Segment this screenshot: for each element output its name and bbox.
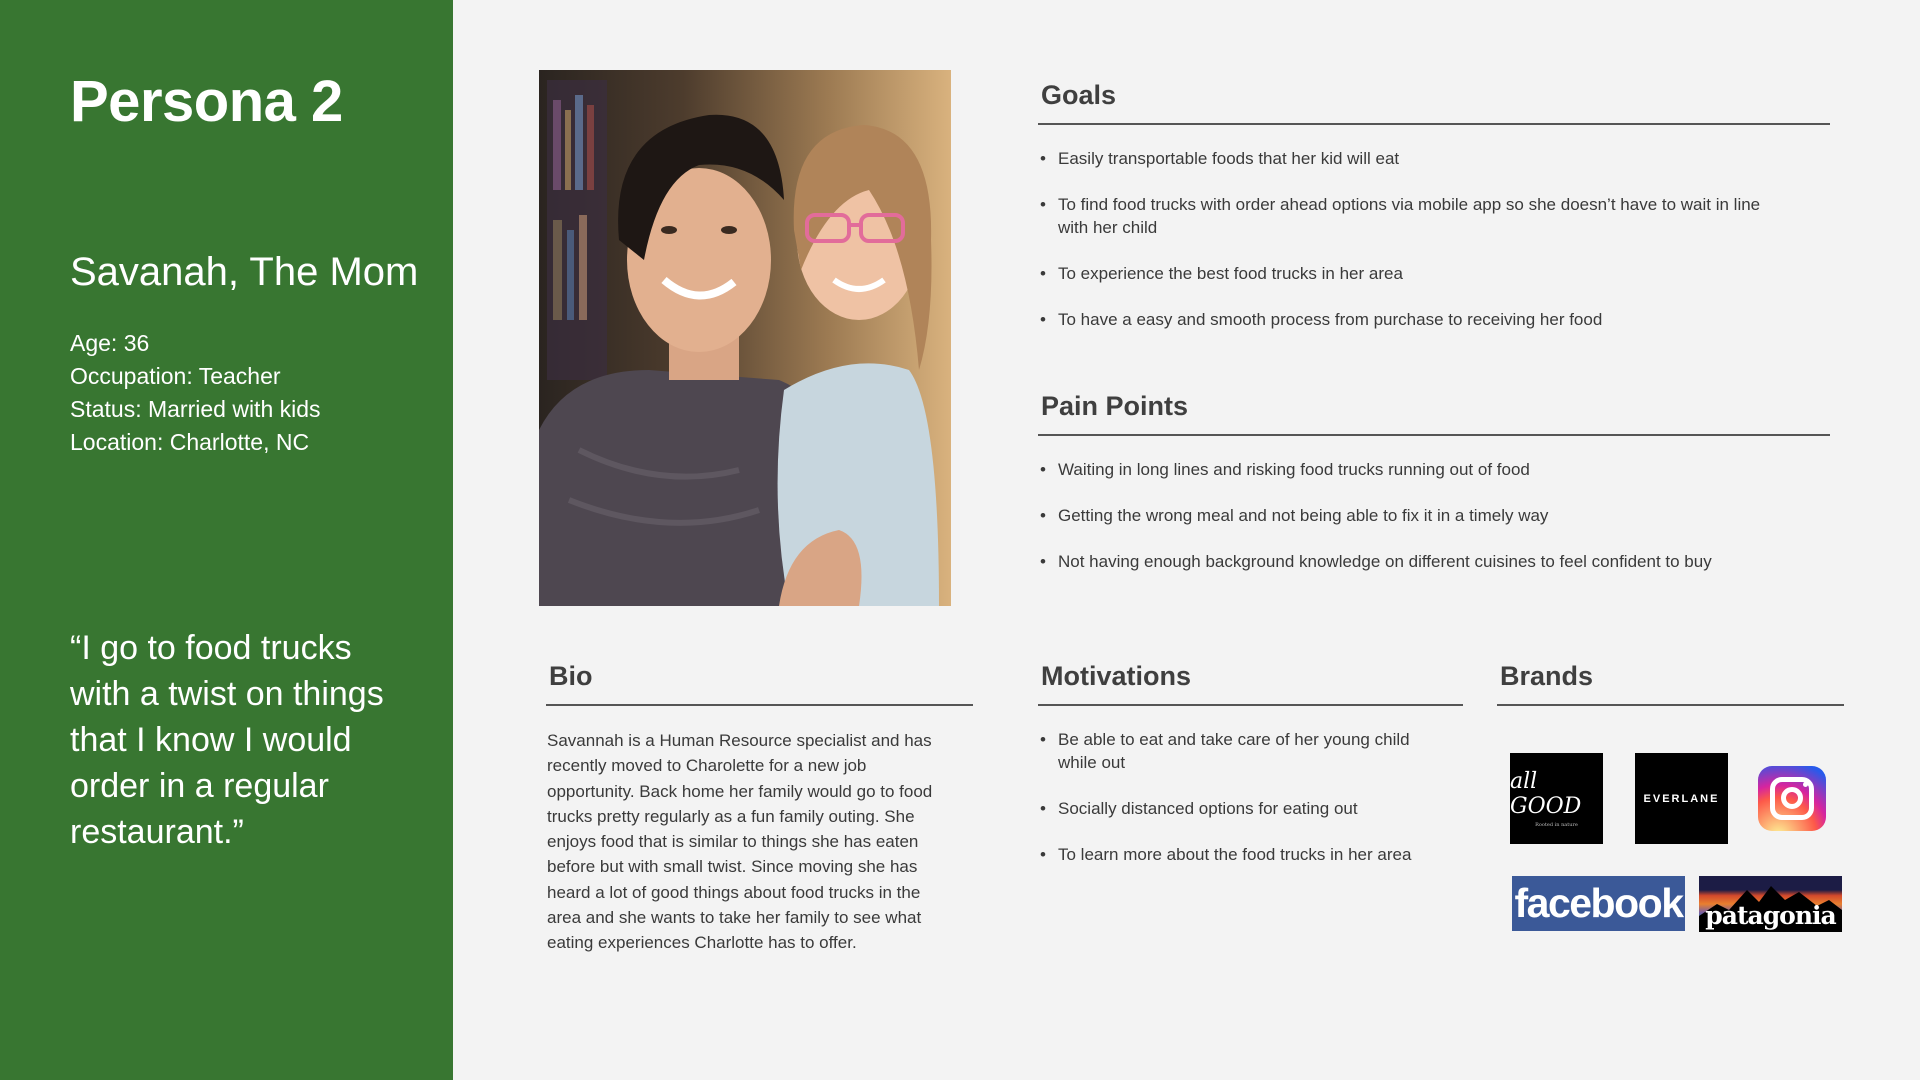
pain-points-section xyxy=(1038,391,1830,596)
all-good-wordmark: all GOOD xyxy=(1510,769,1582,819)
status-text: Status: Married with kids xyxy=(70,396,321,422)
motivation-item: • Socially distanced options for eating out xyxy=(1038,797,1443,820)
instagram-lens xyxy=(1781,787,1803,809)
goal-item: • To experience the best food trucks in her area xyxy=(1038,262,1830,285)
persona-photo xyxy=(539,70,951,606)
facebook-wordmark: facebook xyxy=(1514,880,1683,926)
everlane-wordmark: EVERLANE xyxy=(1643,792,1720,805)
pain-point-item: • Waiting in long lines and risking food trucks running out of food xyxy=(1038,458,1830,481)
persona-title: Persona 2 xyxy=(70,69,343,134)
persona-name: Savanah, The Mom xyxy=(70,250,419,294)
goals-list xyxy=(1038,147,1830,331)
motivations-heading: Motivations xyxy=(1038,661,1463,706)
goal-item: • To find food trucks with order ahead options via mobile app so she doesn’t have to wait in line with her child xyxy=(1038,193,1830,239)
brands-heading: Brands xyxy=(1497,661,1844,706)
pain-point-item: • Not having enough background knowledge on different cuisines to feel confident to buy xyxy=(1038,550,1830,573)
patagonia-logo xyxy=(1699,876,1842,932)
bio-text: Savannah is a Human Resource specialist and has recently moved to Charolette for a new job opportunity. Back home her family would go to food trucks pretty regularly as a fun family outing. She enjoys food that is similar to things she has eaten before but with small twist. Since moving she has heard a lot of good things about food trucks in the area and she wants to take her family to see what eating experiences Charlotte has to offer. xyxy=(547,731,933,953)
location-text: Location: Charlotte, NC xyxy=(70,429,310,455)
motivation-item: • To learn more about the food trucks in her area xyxy=(1038,843,1443,866)
goals-section xyxy=(1038,80,1830,354)
goals-heading: Goals xyxy=(1038,80,1830,125)
motivations-section xyxy=(1038,661,1463,889)
goal-item: • To have a easy and smooth process from purchase to receiving her food xyxy=(1038,308,1830,331)
brands-section xyxy=(1497,661,1844,706)
bio-section xyxy=(546,661,973,956)
all-good-logo xyxy=(1510,753,1603,844)
bio-heading: Bio xyxy=(546,661,973,706)
persona-quote: “I go to food trucks with a twist on things that I know I would order in a regular restaurant.” xyxy=(70,629,384,851)
goal-item: • Easily transportable foods that her kid will eat xyxy=(1038,147,1830,170)
mother-daughter-photo xyxy=(539,70,951,606)
pain-points-list xyxy=(1038,458,1830,573)
persona-sidebar xyxy=(0,0,453,1080)
occupation-text: Occupation: Teacher xyxy=(70,363,281,389)
motivation-item: • Be able to eat and take care of her young child while out xyxy=(1038,728,1443,774)
motivations-list xyxy=(1038,728,1463,866)
instagram-icon xyxy=(1758,766,1826,831)
facebook-logo xyxy=(1512,876,1685,931)
pain-point-item: • Getting the wrong meal and not being able to fix it in a timely way xyxy=(1038,504,1830,527)
instagram-dot xyxy=(1803,782,1808,787)
everlane-logo xyxy=(1635,753,1728,844)
demographics xyxy=(70,327,321,459)
age-text: Age: 36 xyxy=(70,330,150,356)
patagonia-wordmark: patagonia xyxy=(1705,901,1836,930)
all-good-tagline: Rooted in nature xyxy=(1535,822,1578,828)
pain-points-heading: Pain Points xyxy=(1038,391,1830,436)
